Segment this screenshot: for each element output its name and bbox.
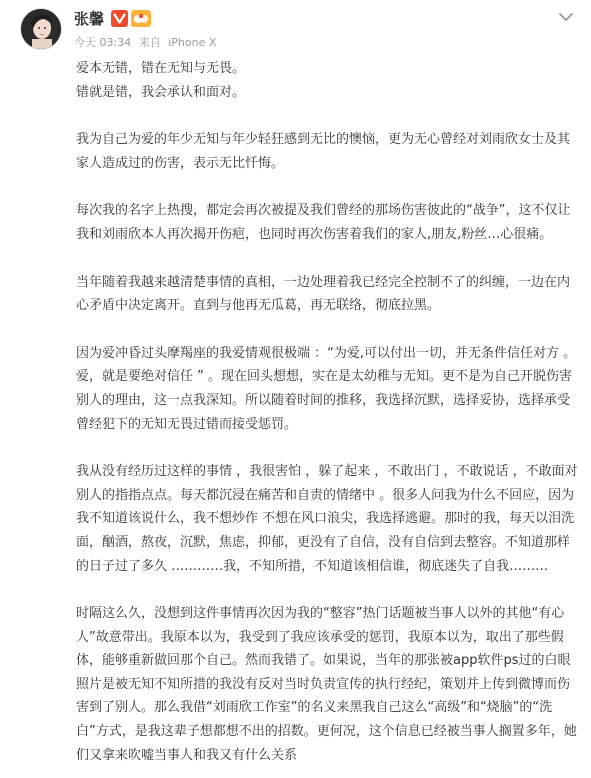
user-name[interactable]: 张馨 <box>74 10 105 28</box>
post-source[interactable]: iPhone X <box>168 36 217 49</box>
avatar-image <box>21 9 61 49</box>
level-badge-icon <box>131 10 151 27</box>
post-source-prefix: 来自 <box>138 36 161 49</box>
post-paragraph: 我为自己为爱的年少无知与年少轻狂感到无比的懊恼，更为无心曾经对刘雨欣女士及其家人造成过的伤害，表示无比忏悔。 <box>76 132 571 171</box>
post-paragraph: 错就是错，我会承认和面对。 <box>76 84 246 100</box>
paragraph-gap <box>76 436 582 460</box>
paragraph-gap <box>76 318 582 342</box>
post-paragraph: 时隔这么久，没想到这件事情再次因为我的“整容”热门话题被当事人以外的其他“有心人”故意带出。我原本以为，我受到了我应该承受的惩罚，我原本以为，取出了那些假体，能够重新做回那个自己。然而我错了。如果说，当年的那张被app软件ps过的白眼照片是被无知不知所措的我没有反对当时负责宣传的执行经纪，策划并上传到微博而伤害到了别人。那么我借“刘雨欣工作室”的名义来黑我自己这么“高级”和“烧脑”的“洗白”方式，是我这辈子想都想不出的招数。更何况，这个信息已经被当事人搁置多年，她们又拿来吹嘘当事人和我又有什么关系 <box>76 606 577 763</box>
post-header <box>0 0 591 58</box>
post-meta <box>74 36 220 50</box>
post-time[interactable]: 今天 03:34 <box>74 36 132 49</box>
vip-badge-icon <box>111 10 128 27</box>
paragraph-gap <box>76 104 582 128</box>
avatar[interactable] <box>20 8 62 50</box>
paragraph-gap <box>76 578 582 602</box>
post-paragraph: 我从没有经历过这样的事情 ，我很害怕 ，躲了起来 ，不敢出门 ，不敢说话 ，不敢面对别人的指指点点。每天都沉浸在痛苦和自责的情绪中 。很多人问我为什么不回应，因为我不知道该说什么，我不想炒作 不想在风口浪尖，我选择逃避。那时的我，每天以泪洗面，酗酒，熬夜，沉默，焦虑，抑郁，更没有了自信，没有自信到去整容。不知道那样的日子过了多久 …………我，不知所措，不知道该相信谁，彻底迷失了自我……… <box>76 464 578 574</box>
post-paragraph: 爱本无错，错在无知与无畏。 <box>76 61 246 76</box>
post-body <box>76 57 582 767</box>
post-paragraph: 每次我的名字上热搜，都定会再次被提及我们曾经的那场伤害彼此的“战争”，这不仅让我和刘雨欣本人再次揭开伤疤，也同时再次伤害着我们的家人,朋友,粉丝…心很痛。 <box>76 203 571 242</box>
post-paragraph: 当年随着我越来越清楚事情的真相，一边处理着我已经完全控制不了的纠缠，一边在内心矛盾中决定离开。直到与他再无瓜葛，再无联络，彻底拉黑。 <box>76 274 571 314</box>
paragraph-gap <box>76 175 582 199</box>
chevron-down-icon[interactable] <box>555 8 577 26</box>
post-paragraph: 因为爱冲昏过头摩羯座的我爱情观很极端 ：“为爱,可以付出一切，并无条件信任对方 。爱，就是要绝对信任 ” 。现在回头想想，实在是太幼稚与无知。更不是为自己开脱伤害别人的理由，这一点我深知。所以随着时间的推移，我选择沉默，选择妥协，选择承受曾经犯下的无知无畏过错而接受惩罚。 <box>76 345 577 432</box>
paragraph-gap <box>76 247 582 271</box>
